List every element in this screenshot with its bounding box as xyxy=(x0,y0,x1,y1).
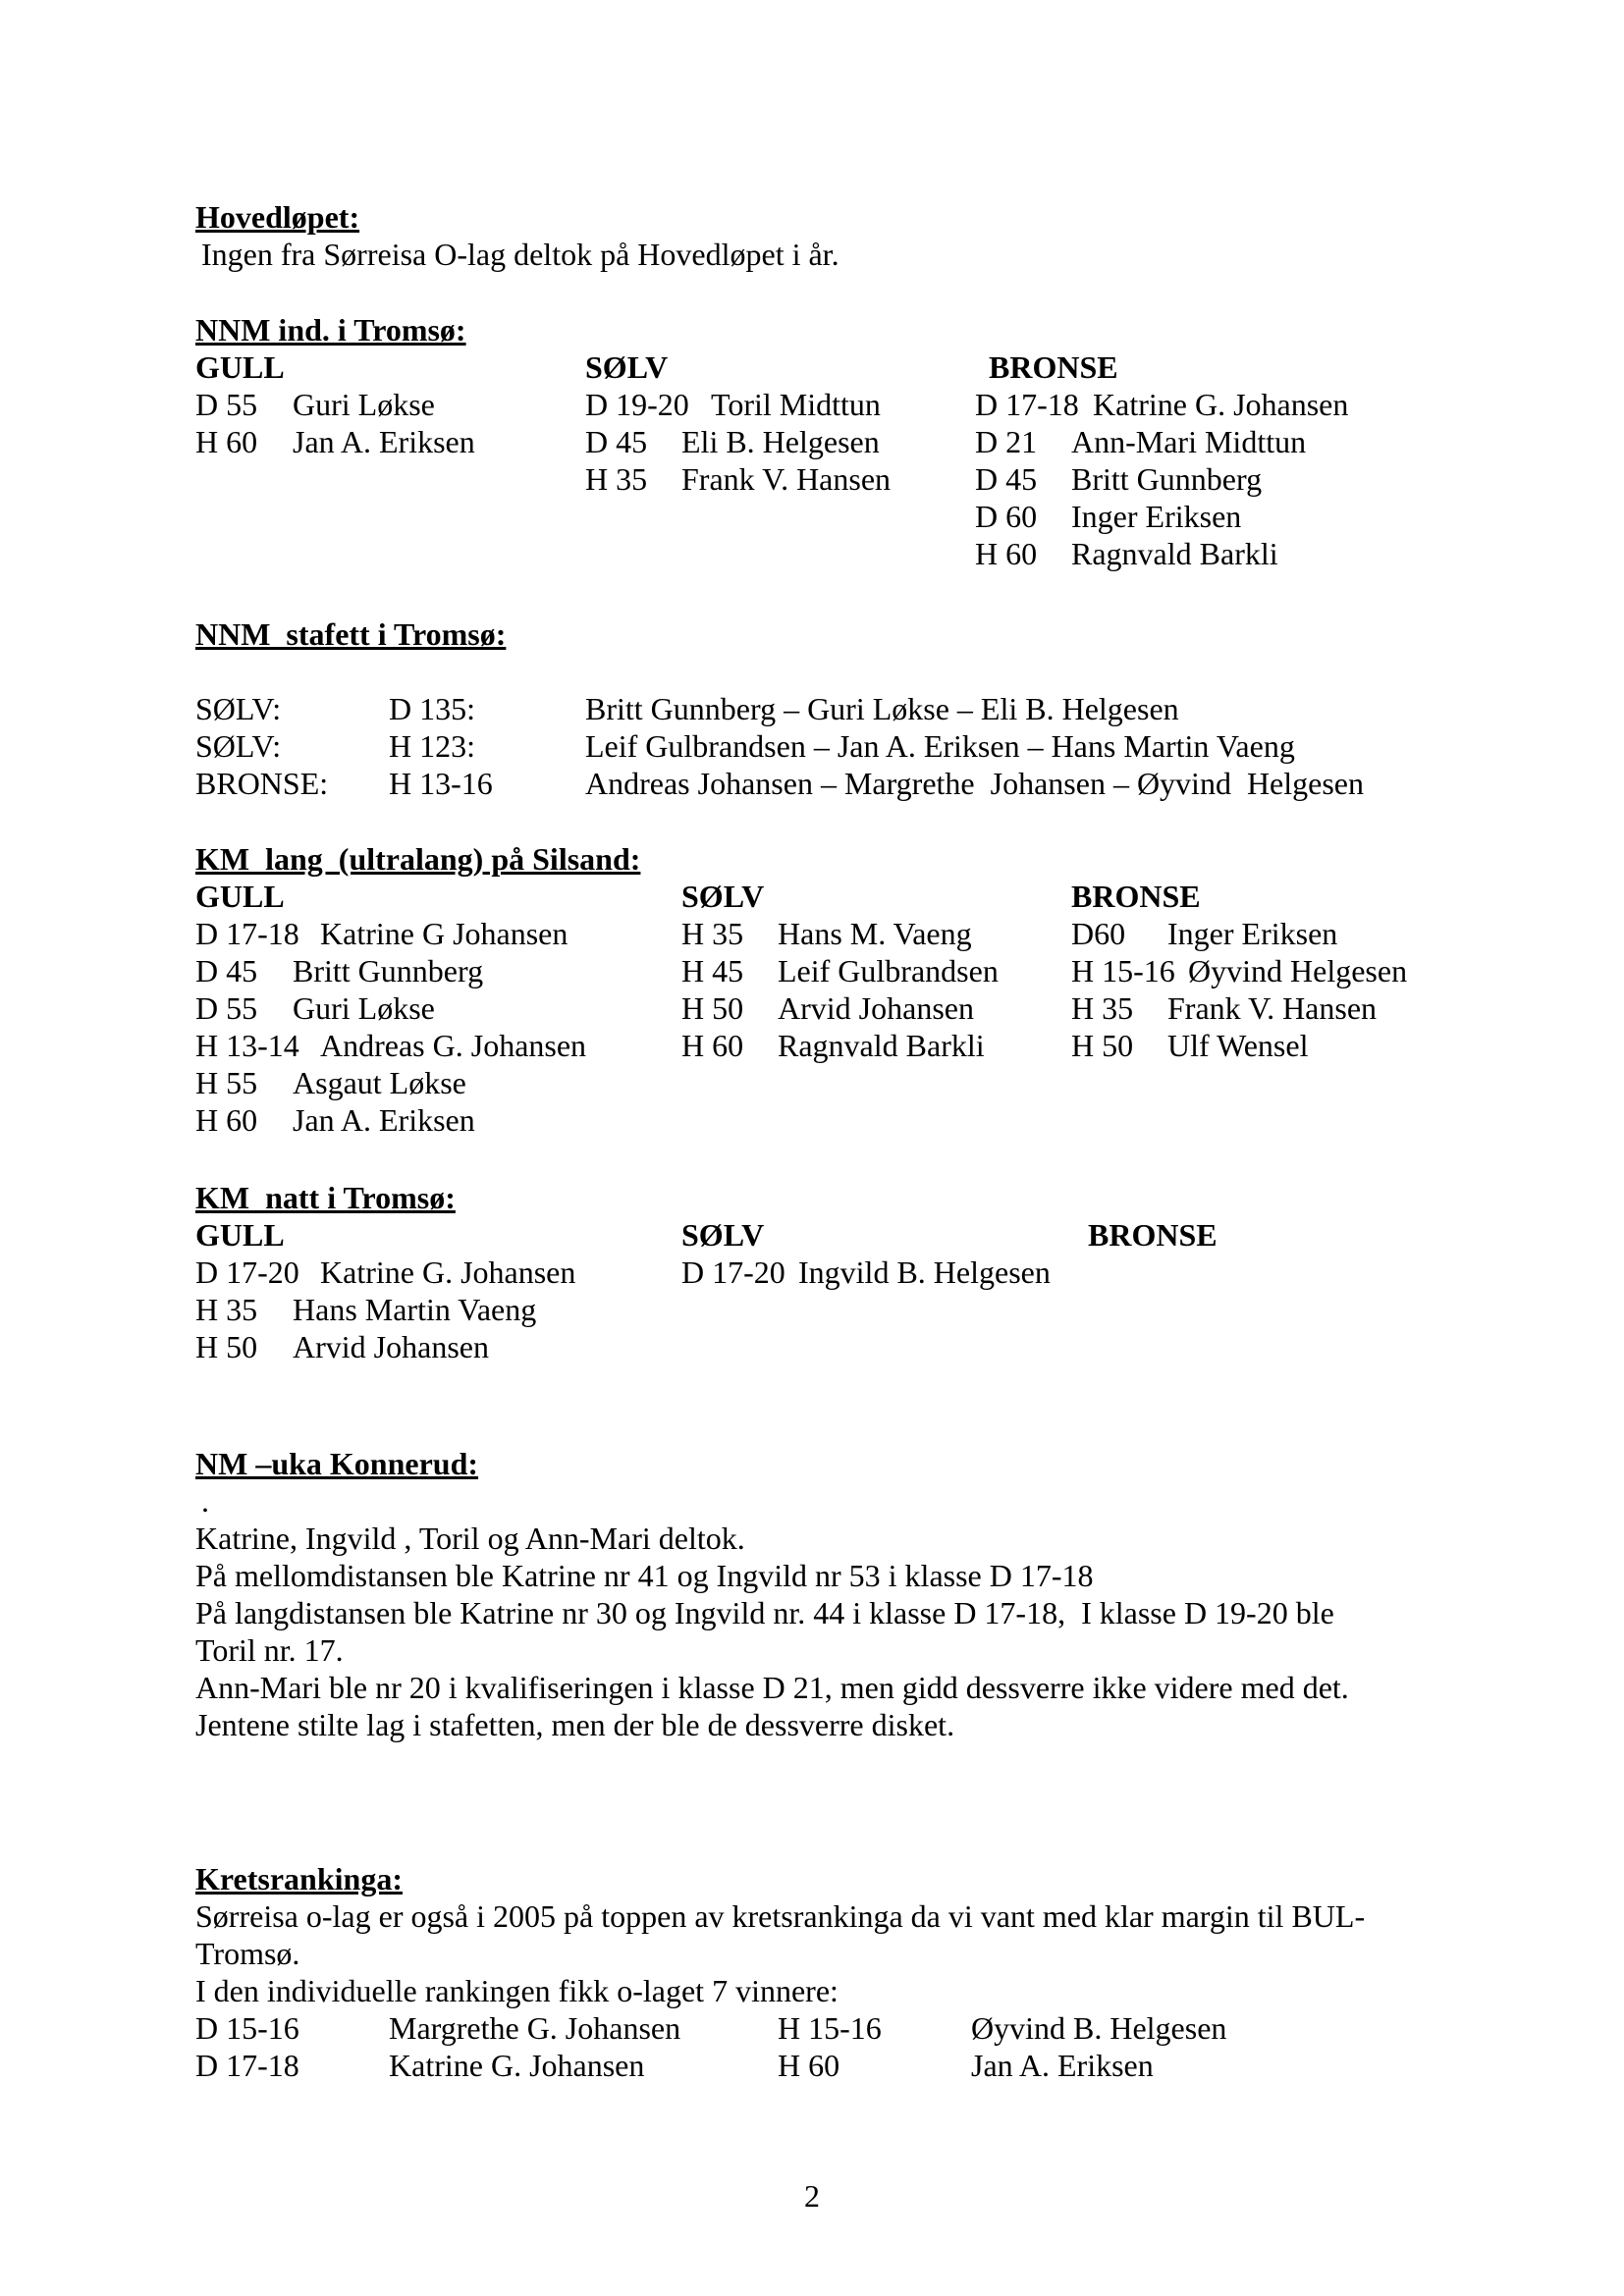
nnm-ind-col-gull: GULL xyxy=(195,349,285,385)
kretsrankinga-line: Tromsø. xyxy=(195,1936,300,1971)
nnm-ind-solv-class: D 45 xyxy=(585,424,648,459)
km-natt-gull-name: Katrine G. Johansen xyxy=(320,1255,576,1290)
km-natt-col-solv: SØLV xyxy=(681,1217,765,1253)
winner-name: Katrine G. Johansen xyxy=(389,2048,645,2083)
stafett-class: H 13-16 xyxy=(389,766,493,801)
nnm-ind-bronse-name: Britt Gunnberg xyxy=(1071,461,1263,497)
km-lang-solv-name: Leif Gulbrandsen xyxy=(778,953,999,988)
km-lang-col-gull: GULL xyxy=(195,879,285,914)
nnm-ind-solv-class: D 19-20 xyxy=(585,387,689,422)
km-lang-col-solv: SØLV xyxy=(681,879,765,914)
km-lang-bronse-name: Ulf Wensel xyxy=(1167,1028,1309,1063)
nm-uka-line: Ann-Mari ble nr 20 i kvalifiseringen i klasse D 21, men gidd dessverre ikke videre med det. xyxy=(195,1670,1349,1705)
section-heading-nm-uka: NM –uka Konnerud: xyxy=(195,1446,479,1481)
stafett-class: H 123: xyxy=(389,728,475,764)
km-lang-gull-class: H 60 xyxy=(195,1102,258,1138)
nnm-ind-gull-class: H 60 xyxy=(195,424,258,459)
section-heading-hovedlopet: Hovedløpet: xyxy=(195,199,360,235)
nnm-ind-gull-name: Jan A. Eriksen xyxy=(293,424,475,459)
nm-uka-line: På langdistansen ble Katrine nr 30 og Ingvild nr. 44 i klasse D 17-18, I klasse D 19-20 ble xyxy=(195,1595,1334,1630)
section-heading-km-lang: KM lang (ultralang) på Silsand: xyxy=(195,841,641,877)
km-lang-bronse-name: Inger Eriksen xyxy=(1167,916,1338,951)
nnm-ind-bronse-class: D 17-18 xyxy=(975,387,1079,422)
winner-name: Margrethe G. Johansen xyxy=(389,2010,681,2046)
km-natt-gull-class: H 50 xyxy=(195,1329,258,1364)
stafett-team: Andreas Johansen – Margrethe Johansen – Øyvind Helgesen xyxy=(585,766,1364,801)
nnm-ind-bronse-class: D 45 xyxy=(975,461,1038,497)
stafett-team: Leif Gulbrandsen – Jan A. Eriksen – Hans Martin Vaeng xyxy=(585,728,1295,764)
stafett-class: D 135: xyxy=(389,691,475,726)
km-lang-solv-name: Hans M. Vaeng xyxy=(778,916,972,951)
winner-name: Øyvind B. Helgesen xyxy=(971,2010,1227,2046)
km-lang-gull-name: Katrine G Johansen xyxy=(320,916,568,951)
km-lang-bronse-class: H 15-16 xyxy=(1071,953,1175,988)
km-lang-gull-name: Britt Gunnberg xyxy=(293,953,484,988)
nnm-ind-bronse-class: D 21 xyxy=(975,424,1038,459)
nm-uka-line: Toril nr. 17. xyxy=(195,1632,344,1668)
km-natt-gull-name: Hans Martin Vaeng xyxy=(293,1292,537,1327)
km-lang-gull-name: Asgaut Løkse xyxy=(293,1065,466,1100)
km-lang-bronse-name: Øyvind Helgesen xyxy=(1188,953,1408,988)
nnm-ind-col-bronse: BRONSE xyxy=(989,349,1118,385)
km-natt-solv-name: Ingvild B. Helgesen xyxy=(798,1255,1051,1290)
km-natt-gull-class: H 35 xyxy=(195,1292,258,1327)
winner-class: D 17-18 xyxy=(195,2048,299,2083)
km-lang-solv-class: H 60 xyxy=(681,1028,744,1063)
km-lang-bronse-name: Frank V. Hansen xyxy=(1167,990,1378,1026)
km-lang-solv-name: Ragnvald Barkli xyxy=(778,1028,985,1063)
nm-uka-line: Jentene stilte lag i stafetten, men der ble de dessverre disket. xyxy=(195,1707,955,1742)
km-lang-bronse-class: H 50 xyxy=(1071,1028,1134,1063)
km-lang-solv-class: H 45 xyxy=(681,953,744,988)
km-lang-solv-name: Arvid Johansen xyxy=(778,990,974,1026)
stafett-medal: BRONSE: xyxy=(195,766,329,801)
winner-class: D 15-16 xyxy=(195,2010,299,2046)
km-lang-gull-name: Guri Løkse xyxy=(293,990,435,1026)
winner-class: H 60 xyxy=(778,2048,840,2083)
km-lang-solv-class: H 35 xyxy=(681,916,744,951)
winner-name: Jan A. Eriksen xyxy=(971,2048,1154,2083)
km-lang-gull-name: Andreas G. Johansen xyxy=(320,1028,587,1063)
kretsrankinga-line: I den individuelle rankingen fikk o-laget 7 vinnere: xyxy=(195,1973,839,2008)
km-natt-col-bronse: BRONSE xyxy=(1088,1217,1218,1253)
km-lang-solv-class: H 50 xyxy=(681,990,744,1026)
page-number: 2 xyxy=(804,2178,820,2214)
km-natt-col-gull: GULL xyxy=(195,1217,285,1253)
winner-class: H 15-16 xyxy=(778,2010,882,2046)
km-lang-col-bronse: BRONSE xyxy=(1071,879,1201,914)
km-natt-gull-name: Arvid Johansen xyxy=(293,1329,489,1364)
nnm-ind-bronse-name: Ragnvald Barkli xyxy=(1071,536,1278,571)
nnm-ind-bronse-name: Ann-Mari Midttun xyxy=(1071,424,1307,459)
nnm-ind-col-solv: SØLV xyxy=(585,349,669,385)
nnm-ind-solv-name: Eli B. Helgesen xyxy=(681,424,880,459)
km-lang-gull-class: H 13-14 xyxy=(195,1028,299,1063)
nnm-ind-solv-class: H 35 xyxy=(585,461,648,497)
section-heading-km-natt: KM natt i Tromsø: xyxy=(195,1180,456,1215)
nm-uka-line: På mellomdistansen ble Katrine nr 41 og Ingvild nr 53 i klasse D 17-18 xyxy=(195,1558,1094,1593)
nnm-ind-gull-class: D 55 xyxy=(195,387,258,422)
section-heading-nnm-ind: NNM ind. i Tromsø: xyxy=(195,312,466,347)
km-natt-gull-class: D 17-20 xyxy=(195,1255,299,1290)
km-lang-bronse-class: H 35 xyxy=(1071,990,1134,1026)
km-lang-gull-class: H 55 xyxy=(195,1065,258,1100)
km-natt-solv-class: D 17-20 xyxy=(681,1255,785,1290)
km-lang-gull-class: D 17-18 xyxy=(195,916,299,951)
nm-uka-dot: . xyxy=(201,1483,209,1519)
stafett-medal: SØLV: xyxy=(195,728,282,764)
km-lang-gull-class: D 45 xyxy=(195,953,258,988)
nnm-ind-gull-name: Guri Løkse xyxy=(293,387,435,422)
kretsrankinga-line: Sørreisa o-lag er også i 2005 på toppen av kretsrankinga da vi vant med klar margin til BUL- xyxy=(195,1898,1366,1934)
nnm-ind-solv-name: Frank V. Hansen xyxy=(681,461,892,497)
nnm-ind-solv-name: Toril Midttun xyxy=(711,387,881,422)
hovedlopet-text: Ingen fra Sørreisa O-lag deltok på Hovedløpet i år. xyxy=(201,237,839,272)
stafett-team: Britt Gunnberg – Guri Løkse – Eli B. Helgesen xyxy=(585,691,1179,726)
nm-uka-line: Katrine, Ingvild , Toril og Ann-Mari deltok. xyxy=(195,1521,745,1556)
section-heading-kretsrankinga: Kretsrankinga: xyxy=(195,1861,403,1896)
km-lang-bronse-class: D60 xyxy=(1071,916,1126,951)
nnm-ind-bronse-class: D 60 xyxy=(975,499,1038,534)
nnm-ind-bronse-name: Inger Eriksen xyxy=(1071,499,1242,534)
nnm-ind-bronse-name: Katrine G. Johansen xyxy=(1093,387,1349,422)
nnm-ind-bronse-class: H 60 xyxy=(975,536,1038,571)
section-heading-nnm-stafett: NNM stafett i Tromsø: xyxy=(195,616,507,652)
stafett-medal: SØLV: xyxy=(195,691,282,726)
km-lang-gull-name: Jan A. Eriksen xyxy=(293,1102,475,1138)
km-lang-gull-class: D 55 xyxy=(195,990,258,1026)
